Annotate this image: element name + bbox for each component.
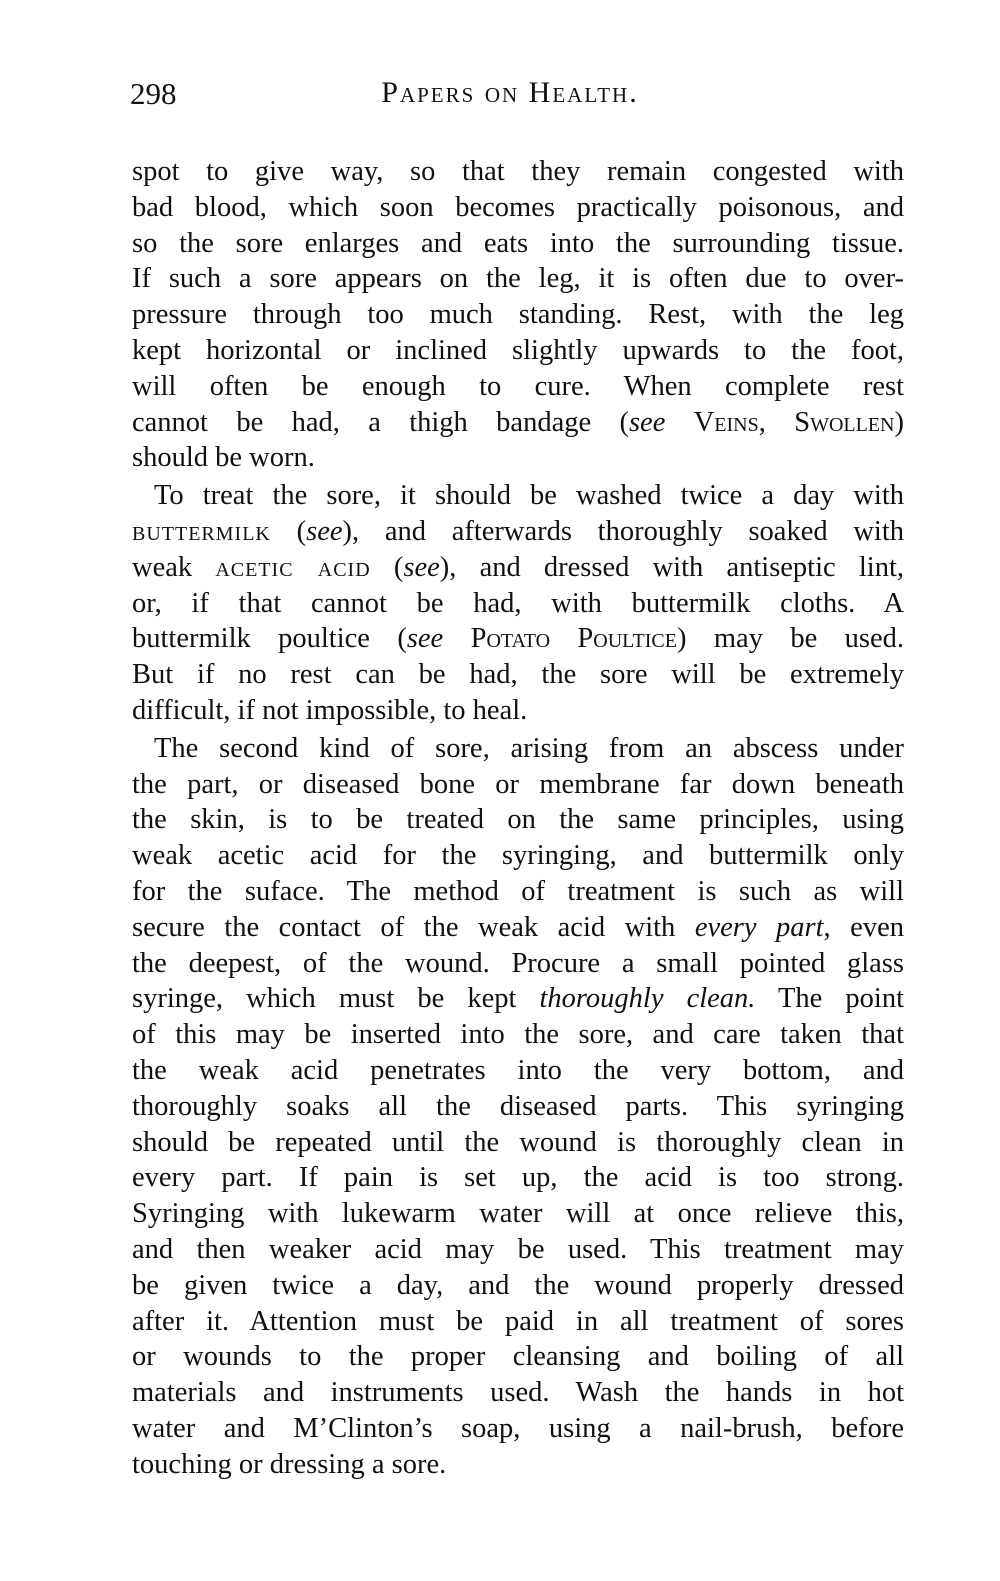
text-run: If such a sore appears on the leg, it is often due to over- bbox=[132, 263, 904, 295]
text-line bbox=[132, 190, 904, 226]
text-run: , bbox=[758, 406, 795, 438]
text-run: and then weaker acid may be used. This treatment may bbox=[132, 1233, 904, 1265]
paragraph bbox=[132, 154, 904, 476]
text-line bbox=[132, 154, 904, 190]
small-caps-text: Veins bbox=[693, 406, 759, 438]
text-run: the weak acid penetrates into the very bottom, and bbox=[132, 1054, 904, 1086]
text-run: should be worn. bbox=[132, 442, 315, 474]
text-run: the deepest, of the wound. Procure a small pointed glass bbox=[132, 947, 904, 979]
text-run: every part. If pain is set up, the acid is too strong. bbox=[132, 1162, 904, 1194]
italic-text: see bbox=[306, 515, 343, 547]
text-run: after it. Attention must be paid in all treatment of sores bbox=[132, 1305, 904, 1337]
text-line bbox=[132, 550, 904, 586]
italic-text: see bbox=[628, 406, 666, 438]
small-caps-text: acetic acid bbox=[215, 551, 371, 583]
text-run: weak acetic acid for the syringing, and buttermilk only bbox=[132, 840, 904, 872]
text-run: ) may be used. bbox=[677, 623, 905, 655]
text-run: will often be enough to cure. When complete rest bbox=[132, 370, 904, 402]
text-line bbox=[132, 333, 904, 369]
text-line bbox=[132, 838, 904, 874]
text-line bbox=[132, 1411, 904, 1447]
text-line bbox=[132, 802, 904, 838]
page-number: 298 bbox=[130, 76, 177, 111]
text-line bbox=[132, 478, 904, 514]
text-run: touching or dressing a sore. bbox=[132, 1448, 447, 1480]
text-run: spot to give way, so that they remain congested with bbox=[132, 156, 904, 187]
text-run: be given twice a day, and the wound properly dressed bbox=[132, 1269, 904, 1301]
text-run: water and M’Clinton’s soap, using a nail-brush, before bbox=[132, 1412, 904, 1444]
text-run: ( bbox=[270, 515, 307, 547]
text-run: bad blood, which soon becomes practically poisonous, and bbox=[132, 191, 904, 223]
text-run: difficult, if not impossible, to heal. bbox=[132, 694, 528, 726]
text-line bbox=[132, 767, 904, 803]
text-run: so the sore enlarges and eats into the surrounding tissue. bbox=[132, 227, 904, 259]
italic-text: every part bbox=[694, 911, 824, 943]
text-run: ) bbox=[894, 406, 904, 438]
text-run: weak bbox=[132, 551, 216, 583]
text-run: ), and afterwards thoroughly soaked with bbox=[342, 515, 904, 547]
text-line bbox=[132, 369, 904, 405]
text-run: The point bbox=[755, 983, 904, 1015]
text-run: kept horizontal or inclined slightly upwards to the foot, bbox=[132, 334, 904, 366]
text-run: should be repeated until the wound is thoroughly clean in bbox=[132, 1126, 904, 1158]
text-line bbox=[132, 514, 904, 550]
text-run: of this may be inserted into the sore, and care taken that bbox=[132, 1019, 904, 1051]
text-run bbox=[665, 407, 693, 438]
text-line bbox=[132, 226, 904, 262]
text-run: or, if that cannot be had, with buttermilk cloths. A bbox=[132, 587, 904, 619]
text-run: or wounds to the proper cleansing and boiling of all bbox=[132, 1341, 904, 1373]
text-run: the skin, is to be treated on the same principles, using bbox=[132, 804, 904, 836]
text-run: buttermilk poultice ( bbox=[132, 623, 407, 655]
text-line bbox=[132, 981, 904, 1017]
text-run: materials and instruments used. Wash the hands in hot bbox=[132, 1377, 904, 1409]
text-line bbox=[132, 1304, 904, 1340]
small-caps-text: buttermilk bbox=[132, 515, 271, 547]
text-run: thoroughly soaks all the diseased parts. This syringing bbox=[132, 1090, 904, 1122]
page-body bbox=[132, 154, 904, 1482]
text-run: ), and dressed with antiseptic lint, bbox=[439, 551, 905, 583]
italic-text: thoroughly clean. bbox=[539, 983, 756, 1015]
text-line bbox=[132, 405, 904, 441]
text-line bbox=[132, 261, 904, 297]
text-run: But if no rest can be had, the sore will be extremely bbox=[132, 659, 904, 691]
text-run: To treat the sore, it should be washed twice a day with bbox=[154, 480, 904, 512]
text-line bbox=[132, 1375, 904, 1411]
italic-text: see bbox=[406, 623, 444, 655]
small-caps-text: Potato Poultice bbox=[470, 623, 677, 655]
text-line bbox=[132, 1053, 904, 1089]
paragraph bbox=[132, 478, 904, 729]
text-run: secure the contact of the weak acid with bbox=[132, 911, 695, 943]
text-line bbox=[132, 657, 904, 693]
text-run: pressure through too much standing. Rest, with the leg bbox=[132, 299, 904, 331]
text-run: , even bbox=[823, 911, 904, 943]
text-line bbox=[132, 297, 904, 333]
text-line bbox=[132, 1125, 904, 1161]
text-run: ( bbox=[370, 551, 404, 583]
text-run: cannot be had, a thigh bandage ( bbox=[132, 406, 629, 438]
paragraph bbox=[132, 731, 904, 1483]
text-line bbox=[132, 1447, 904, 1483]
text-line bbox=[132, 621, 904, 657]
text-line bbox=[132, 1232, 904, 1268]
italic-text: see bbox=[403, 551, 440, 583]
running-head: Papers on Health. bbox=[381, 76, 639, 109]
text-line bbox=[132, 1268, 904, 1304]
text-line bbox=[132, 874, 904, 910]
page-header bbox=[130, 76, 905, 116]
text-run: syringe, which must be kept bbox=[132, 983, 540, 1015]
small-caps-text: Swollen bbox=[794, 406, 895, 438]
text-line bbox=[132, 440, 904, 476]
text-line bbox=[132, 946, 904, 982]
text-run: Syringing with lukewarm water will at once relieve this, bbox=[132, 1198, 904, 1230]
text-line bbox=[132, 1160, 904, 1196]
text-line bbox=[132, 910, 904, 946]
text-line bbox=[132, 1089, 904, 1125]
text-line bbox=[132, 1196, 904, 1232]
text-line bbox=[132, 731, 904, 767]
text-run bbox=[443, 623, 470, 654]
text-line bbox=[132, 1017, 904, 1053]
text-run: for the suface. The method of treatment is such as will bbox=[132, 875, 904, 907]
text-line bbox=[132, 693, 904, 729]
text-run: The second kind of sore, arising from an abscess under bbox=[154, 732, 904, 764]
text-line bbox=[132, 586, 904, 622]
text-line bbox=[132, 1339, 904, 1375]
text-run: the part, or diseased bone or membrane far down beneath bbox=[132, 768, 904, 800]
